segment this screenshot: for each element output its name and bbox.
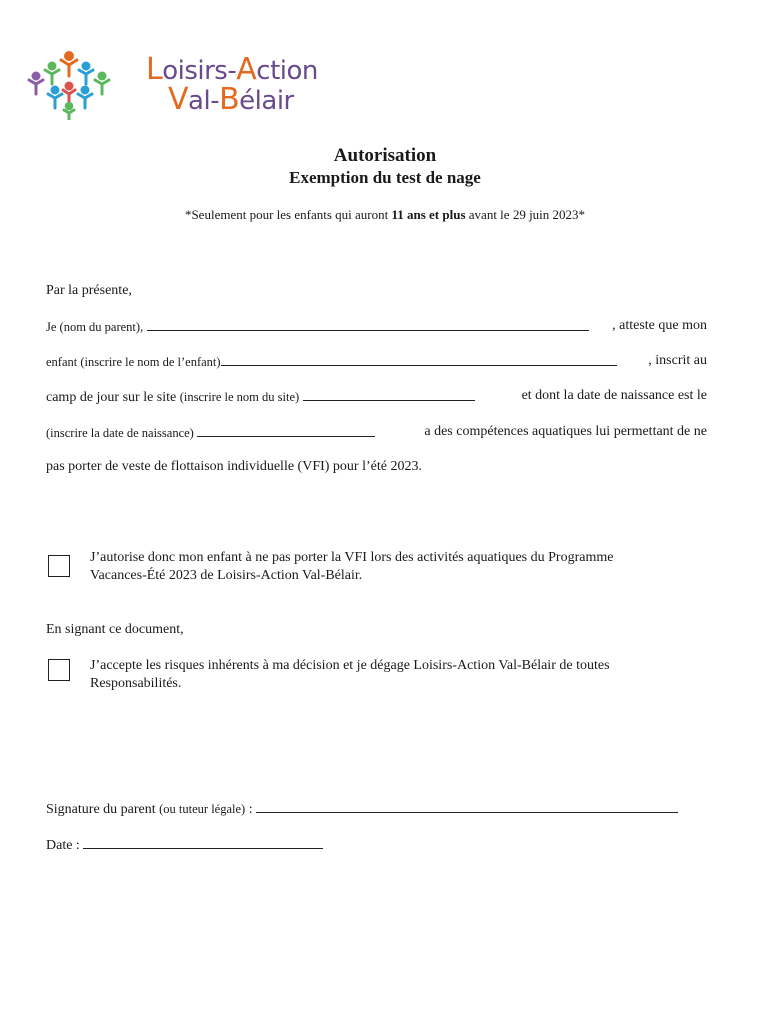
signature-row: Signature du parent (ou tuteur légale) : xyxy=(46,800,678,818)
child-name-row xyxy=(46,353,617,371)
parent-name-field[interactable] xyxy=(147,318,589,331)
signing-intro: En signant ce document, xyxy=(46,622,184,637)
parent-name-row xyxy=(46,318,589,336)
organization-logo xyxy=(22,48,322,120)
birthdate-field[interactable] xyxy=(197,424,375,437)
child-name-label: enfant (inscrire le nom de l’enfant) xyxy=(46,355,221,369)
site-name-row: camp de jour sur le site (inscrire le nom du site) xyxy=(46,388,475,406)
date-row xyxy=(46,836,323,854)
signature-field[interactable] xyxy=(256,800,678,813)
parent-name-suffix: , atteste que mon xyxy=(612,318,707,333)
birthdate-label: (inscrire la date de naissance) xyxy=(46,426,194,440)
logo-name-line1: Loisirs-Action xyxy=(146,52,318,87)
people-figures-icon xyxy=(22,48,122,120)
parent-name-label: Je (nom du parent), xyxy=(46,320,144,334)
risk-acceptance-text: J’accepte les risques inhérents à ma décision et je dégage Loisirs-Action Val-Bélair de toutes Responsabilités. xyxy=(90,658,610,691)
greeting: Par la présente, xyxy=(46,283,132,298)
site-name-field[interactable] xyxy=(303,388,475,401)
birthdate-row xyxy=(46,424,375,442)
child-name-suffix: , inscrit au xyxy=(648,353,707,368)
document-title: Autorisation xyxy=(333,145,437,166)
date-label: Date : xyxy=(46,838,80,853)
site-name-label: (inscrire le nom du site) xyxy=(179,390,300,404)
eligibility-note: *Seulement pour les enfants qui auront 11 ans et plus avant le 29 juin 2023* xyxy=(184,207,586,222)
child-name-field[interactable] xyxy=(221,353,617,366)
authorization-text: J’autorise donc mon enfant à ne pas porter la VFI lors des activités aquatiques du Programme Vacances-Été 2023 de Loisirs-Action Val-Bélair. xyxy=(90,550,614,583)
risk-acceptance-checkbox[interactable] xyxy=(48,659,70,681)
vfi-statement: pas porter de veste de flottaison individuelle (VFI) pour l’été 2023. xyxy=(46,459,422,474)
date-field[interactable] xyxy=(83,836,323,849)
authorization-checkbox[interactable] xyxy=(48,555,70,577)
document-subtitle: Exemption du test de nage xyxy=(289,168,481,187)
birthdate-intro: et dont la date de naissance est le xyxy=(521,388,707,403)
aquatic-skills-text: a des compétences aquatiques lui permettant de ne xyxy=(424,424,707,439)
logo-name-line2: Val-Bélair xyxy=(168,82,294,117)
